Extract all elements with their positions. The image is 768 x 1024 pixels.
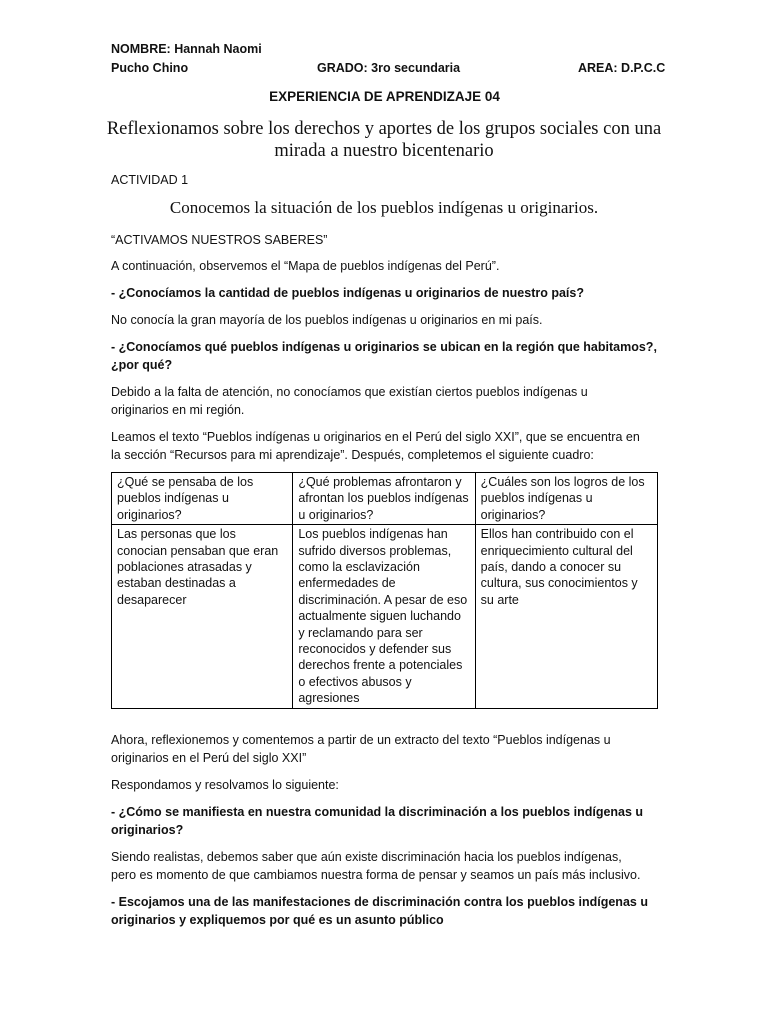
question-2-line-1: - ¿Conocíamos qué pueblos indígenas u originarios se ubican en la región que habitamos?, [111, 340, 657, 354]
intro-map-text: A continuación, observemos el “Mapa de pueblos indígenas del Perú”. [111, 259, 500, 273]
question-3-line-2: originarios? [111, 823, 184, 837]
answer-3-line-2: pero es momento de que cambiamos nuestra forma de pensar y seamos un país más inclusivo. [111, 868, 641, 882]
question-1: - ¿Conocíamos la cantidad de pueblos indígenas u originarios de nuestro país? [111, 286, 584, 300]
table-cell: Las personas que los conocian pensaban que eran poblaciones atrasadas y estaban destinadas a desaparecer [112, 525, 293, 708]
answer-2 [111, 383, 588, 419]
table-header-cell: ¿Qué problemas afrontaron y afrontan los pueblos indígenas u originarios? [293, 473, 475, 525]
reflection-text-line-2: originarios en el Perú del siglo XXI” [111, 751, 307, 765]
respond-instruction: Respondamos y resolvamos lo siguiente: [111, 778, 339, 792]
answer-3 [111, 848, 640, 884]
question-4-line-1: - Escojamos una de las manifestaciones de discriminación contra los pueblos indígenas u [111, 895, 648, 909]
saberes-heading: “ACTIVAMOS NUESTROS SABERES” [111, 233, 328, 247]
answer-2-line-2: originarios en mi región. [111, 403, 245, 417]
question-2 [111, 338, 657, 374]
table-header-cell: ¿Cuáles son los logros de los pueblos indígenas u originarios? [475, 473, 657, 525]
reading-instructions-line-1: Leamos el texto “Pueblos indígenas u originarios en el Perú del siglo XXI”, que se encuentra en [111, 430, 640, 444]
question-3 [111, 803, 643, 839]
question-2-line-2: ¿por qué? [111, 358, 173, 372]
question-4-line-2: originarios y expliquemos por qué es un asunto público [111, 913, 444, 927]
indigenous-peoples-table [111, 472, 658, 709]
answer-3-line-1: Siendo realistas, debemos saber que aún existe discriminación hacia los pueblos indígenas, [111, 850, 622, 864]
reading-instructions-line-2: la sección “Recursos para mi aprendizaje”. Después, completemos el siguiente cuadro: [111, 448, 594, 462]
table-cell: Ellos han contribuido con el enriquecimiento cultural del país, dando a conocer su cultura, sus conocimientos y su arte [475, 525, 657, 708]
table-cell: Los pueblos indígenas han sufrido diversos problemas, como la esclavización enfermedades de discriminación. A pesar de eso actualmente siguen luchando y reclamando para ser reconocidos y defender sus derechos frente a potenciales o efectivos abusos y agresiones [293, 525, 475, 708]
activity-label: ACTIVIDAD 1 [111, 173, 189, 187]
activity-title: Conocemos la situación de los pueblos indígenas u originarios. [169, 198, 599, 217]
main-title [80, 118, 688, 162]
grade-label: GRADO: 3ro secundaria [317, 61, 461, 75]
question-4 [111, 893, 648, 929]
area-label: AREA: D.P.C.C [578, 61, 666, 75]
reflection-text-line-1: Ahora, reflexionemos y comentemos a partir de un extracto del texto “Pueblos indígenas u [111, 733, 611, 747]
question-3-line-1: - ¿Cómo se manifiesta en nuestra comunidad la discriminación a los pueblos indígenas u [111, 805, 644, 819]
reflection-text [111, 731, 611, 767]
experience-title: EXPERIENCIA DE APRENDIZAJE 04 [269, 89, 500, 104]
table-header-row [112, 473, 658, 525]
student-surname-line: Pucho Chino [111, 61, 189, 75]
main-title-line-2: mirada a nuestro bicentenario [274, 141, 494, 161]
answer-2-line-1: Debido a la falta de atención, no conocíamos que existían ciertos pueblos indígenas u [111, 385, 588, 399]
answer-1: No conocía la gran mayoría de los pueblos indígenas u originarios en mi país. [111, 313, 543, 327]
reading-instructions [111, 428, 640, 464]
table-header-cell: ¿Qué se pensaba de los pueblos indígenas u originarios? [112, 473, 293, 525]
student-name-line: NOMBRE: Hannah Naomi [111, 42, 262, 56]
table-row [112, 525, 658, 708]
main-title-line-1: Reflexionamos sobre los derechos y aportes de los grupos sociales con una [106, 119, 662, 139]
